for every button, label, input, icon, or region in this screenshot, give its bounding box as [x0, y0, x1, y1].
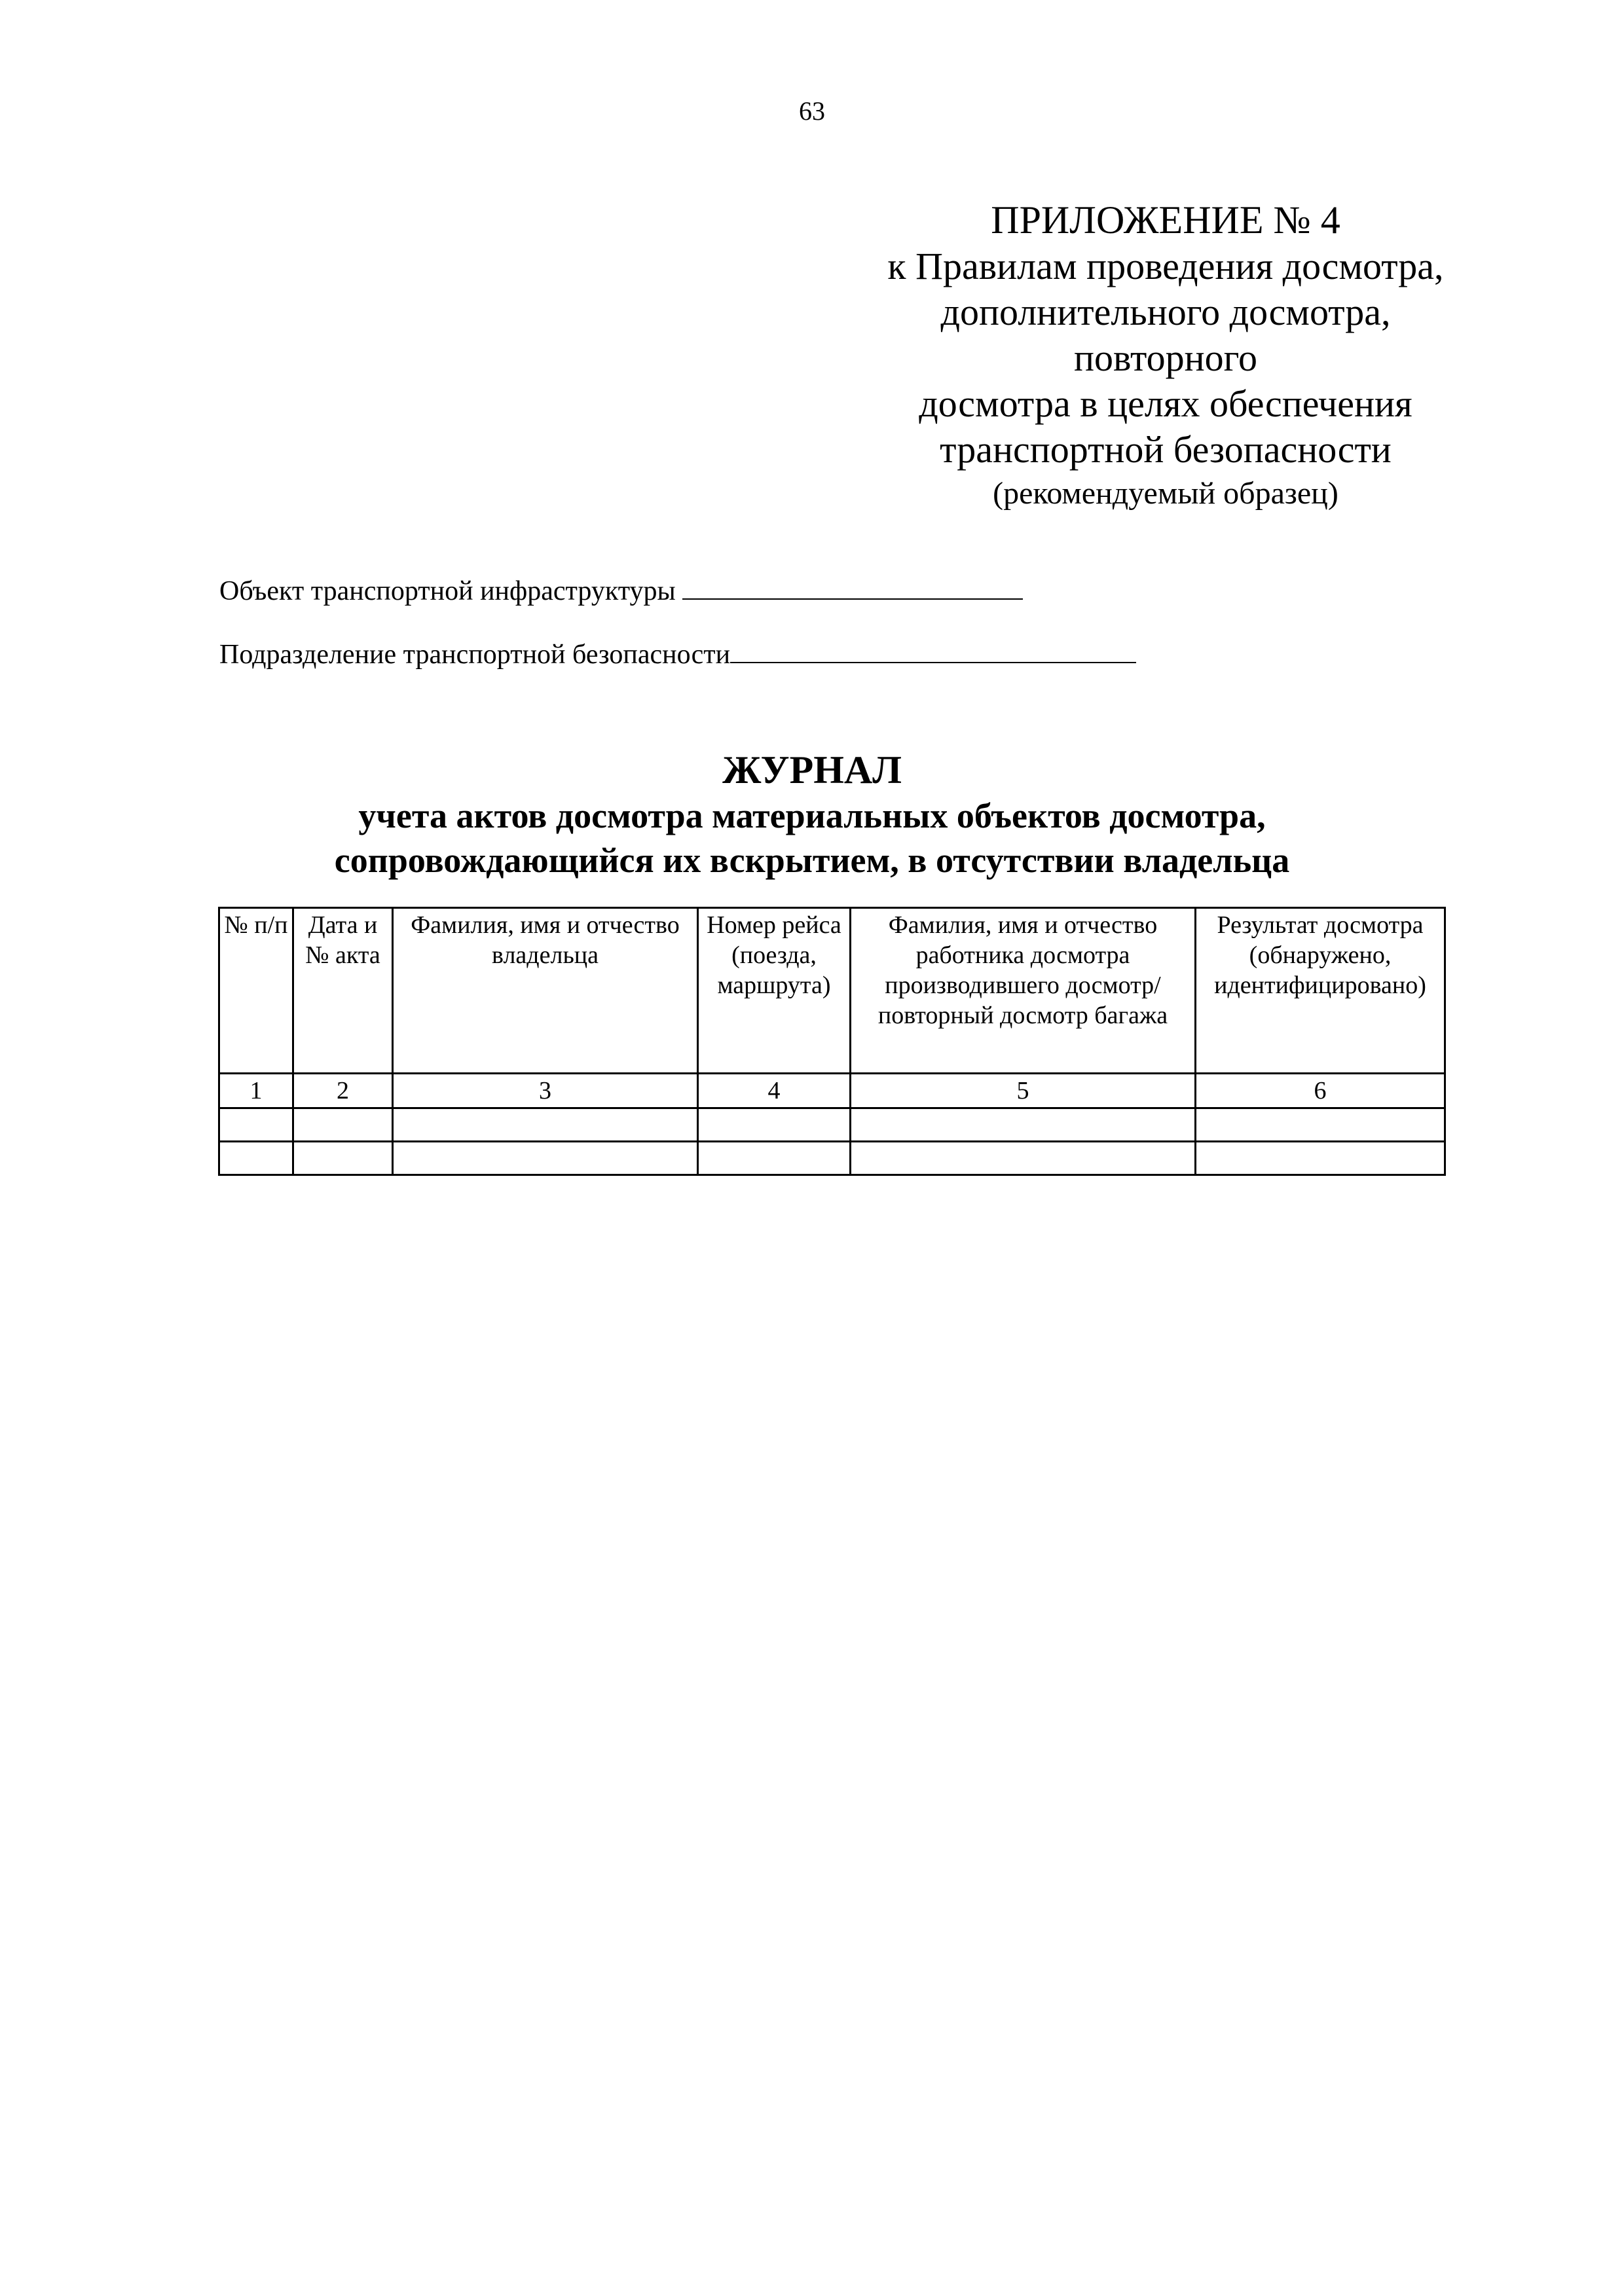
table-row: [219, 1108, 1445, 1142]
appendix-heading: ПРИЛОЖЕНИЕ № 4: [991, 198, 1340, 242]
column-number-row: [219, 1074, 1445, 1108]
appendix-line: транспортной безопасности: [940, 428, 1392, 471]
table-header-row: [219, 908, 1445, 1074]
appendix-line: к Правилам проведения досмотра,: [887, 245, 1444, 287]
object-field-blank[interactable]: [682, 576, 1023, 600]
empty-cell[interactable]: [219, 1142, 293, 1175]
appendix-note: (рекомендуемый образец): [993, 476, 1338, 511]
journal-title-block: [0, 746, 1624, 883]
table-row: [219, 1142, 1445, 1175]
column-number-cell: 1: [219, 1074, 293, 1108]
empty-cell[interactable]: [293, 1108, 393, 1142]
division-field-label: Подразделение транспортной безопасности: [219, 640, 731, 670]
division-field-blank[interactable]: [730, 640, 1136, 663]
column-number-cell: 4: [698, 1074, 851, 1108]
header-cell: Фамилия, имя и отчество работника досмотра производившего досмотр/повторный досмотр багажа: [851, 908, 1196, 1074]
empty-cell[interactable]: [698, 1108, 851, 1142]
empty-cell[interactable]: [393, 1142, 698, 1175]
column-number-cell: 2: [293, 1074, 393, 1108]
column-number-cell: 3: [393, 1074, 698, 1108]
empty-cell[interactable]: [1196, 1142, 1445, 1175]
journal-subtitle: сопровождающийся их вскрытием, в отсутствии владельца: [334, 841, 1290, 880]
empty-cell[interactable]: [1196, 1108, 1445, 1142]
empty-cell[interactable]: [393, 1108, 698, 1142]
journal-title: ЖУРНАЛ: [722, 748, 902, 792]
appendix-line: дополнительного досмотра,: [940, 291, 1391, 333]
empty-cell[interactable]: [293, 1142, 393, 1175]
empty-cell[interactable]: [851, 1142, 1196, 1175]
appendix-line: повторного: [1074, 337, 1257, 379]
column-number-cell: 6: [1196, 1074, 1445, 1108]
header-cell: Результат досмотра (обнаружено, идентифицировано): [1196, 908, 1445, 1074]
empty-cell[interactable]: [851, 1108, 1196, 1142]
object-field: [219, 575, 1023, 608]
header-cell: Фамилия, имя и отчество владельца: [393, 908, 698, 1074]
division-field: [219, 638, 1136, 671]
journal-table: [218, 907, 1446, 1176]
empty-cell[interactable]: [698, 1142, 851, 1175]
column-number-cell: 5: [851, 1074, 1196, 1108]
object-field-label: Объект транспортной инфраструктуры: [219, 576, 676, 606]
journal-subtitle: учета актов досмотра материальных объектов досмотра,: [358, 796, 1266, 835]
header-cell: Номер рейса (поезда, маршрута): [698, 908, 851, 1074]
empty-cell[interactable]: [219, 1108, 293, 1142]
page-number: 63: [799, 96, 825, 126]
appendix-line: досмотра в целях обеспечения: [919, 382, 1412, 425]
header-cell: Дата и № акта: [293, 908, 393, 1074]
header-cell: № п/п: [219, 908, 293, 1074]
appendix-block: [851, 196, 1480, 515]
